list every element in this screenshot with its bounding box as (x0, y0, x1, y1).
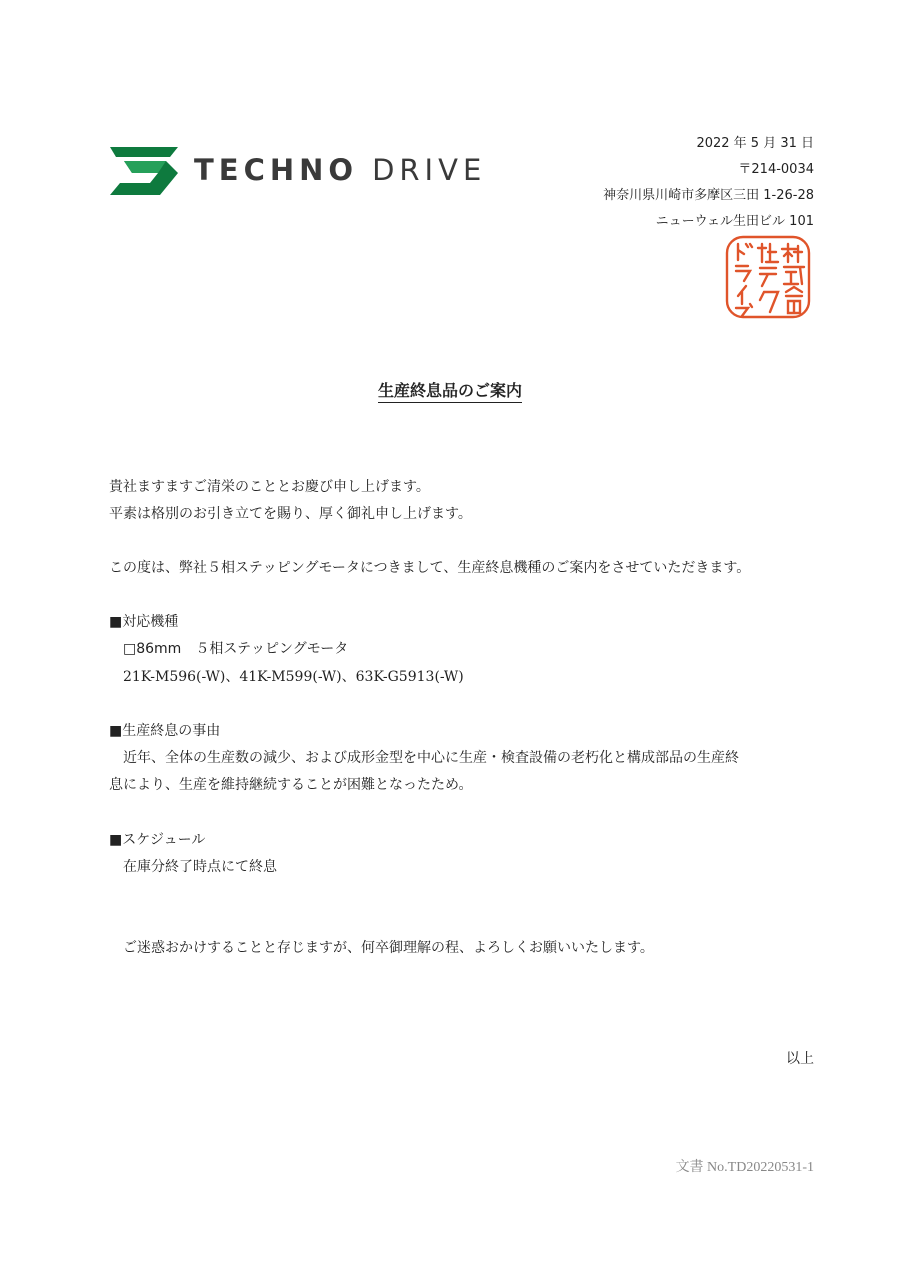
address-line-1: 神奈川県川崎市多摩区三田 1-26-28 (603, 188, 814, 203)
reason-line-2: 息により、生産を維持継続することが困難となったため。 (109, 777, 473, 793)
reason-line-1: 近年、全体の生産数の減少、および成形金型を中心に生産・検査設備の老朽化と構成部品の生産終 (123, 750, 739, 766)
sender-block (603, 131, 814, 235)
logo-word-techno: TECHNO (194, 153, 359, 187)
company-seal-stamp (724, 234, 812, 320)
page-title (0, 378, 900, 401)
models-size-line: □86mm ５相ステッピングモータ (123, 641, 349, 657)
techno-drive-logo-icon (110, 147, 178, 195)
closing-remark: 以上 (786, 1051, 814, 1067)
address-line-2: ニューウェル生田ビル 101 (655, 214, 814, 229)
company-logo-text (194, 153, 486, 187)
page-title-text: 生産終息品のご案内 (378, 381, 522, 403)
greeting-line-2: 平素は格別のお引き立てを賜り、厚く御礼申し上げます。 (109, 506, 472, 522)
apology-paragraph: ご迷惑おかけすることと存じますが、何卒御理解の程、よろしくお願いいたします。 (123, 940, 654, 956)
issue-date: 2022 年 5 月 31 日 (696, 136, 814, 151)
intro-paragraph: この度は、弊社５相ステッピングモータにつきまして、生産終息機種のご案内をさせていただきます。 (109, 560, 751, 576)
document-number: 文書 No.TD20220531-1 (675, 1160, 814, 1175)
section-heading-reason: ■生産終息の事由 (109, 723, 221, 739)
schedule-line: 在庫分終了時点にて終息 (123, 859, 277, 875)
greeting-line-1: 貴社ますますご清栄のこととお慶び申し上げます。 (109, 479, 430, 495)
models-list-line: 21K-M596(-W)、41K-M599(-W)、63K-G5913(-W) (123, 669, 464, 685)
postal-code: 〒214-0034 (738, 162, 814, 177)
logo-word-drive: DRIVE (372, 153, 487, 187)
section-heading-models: ■対応機種 (109, 614, 179, 630)
section-heading-schedule: ■スケジュール (109, 832, 206, 848)
